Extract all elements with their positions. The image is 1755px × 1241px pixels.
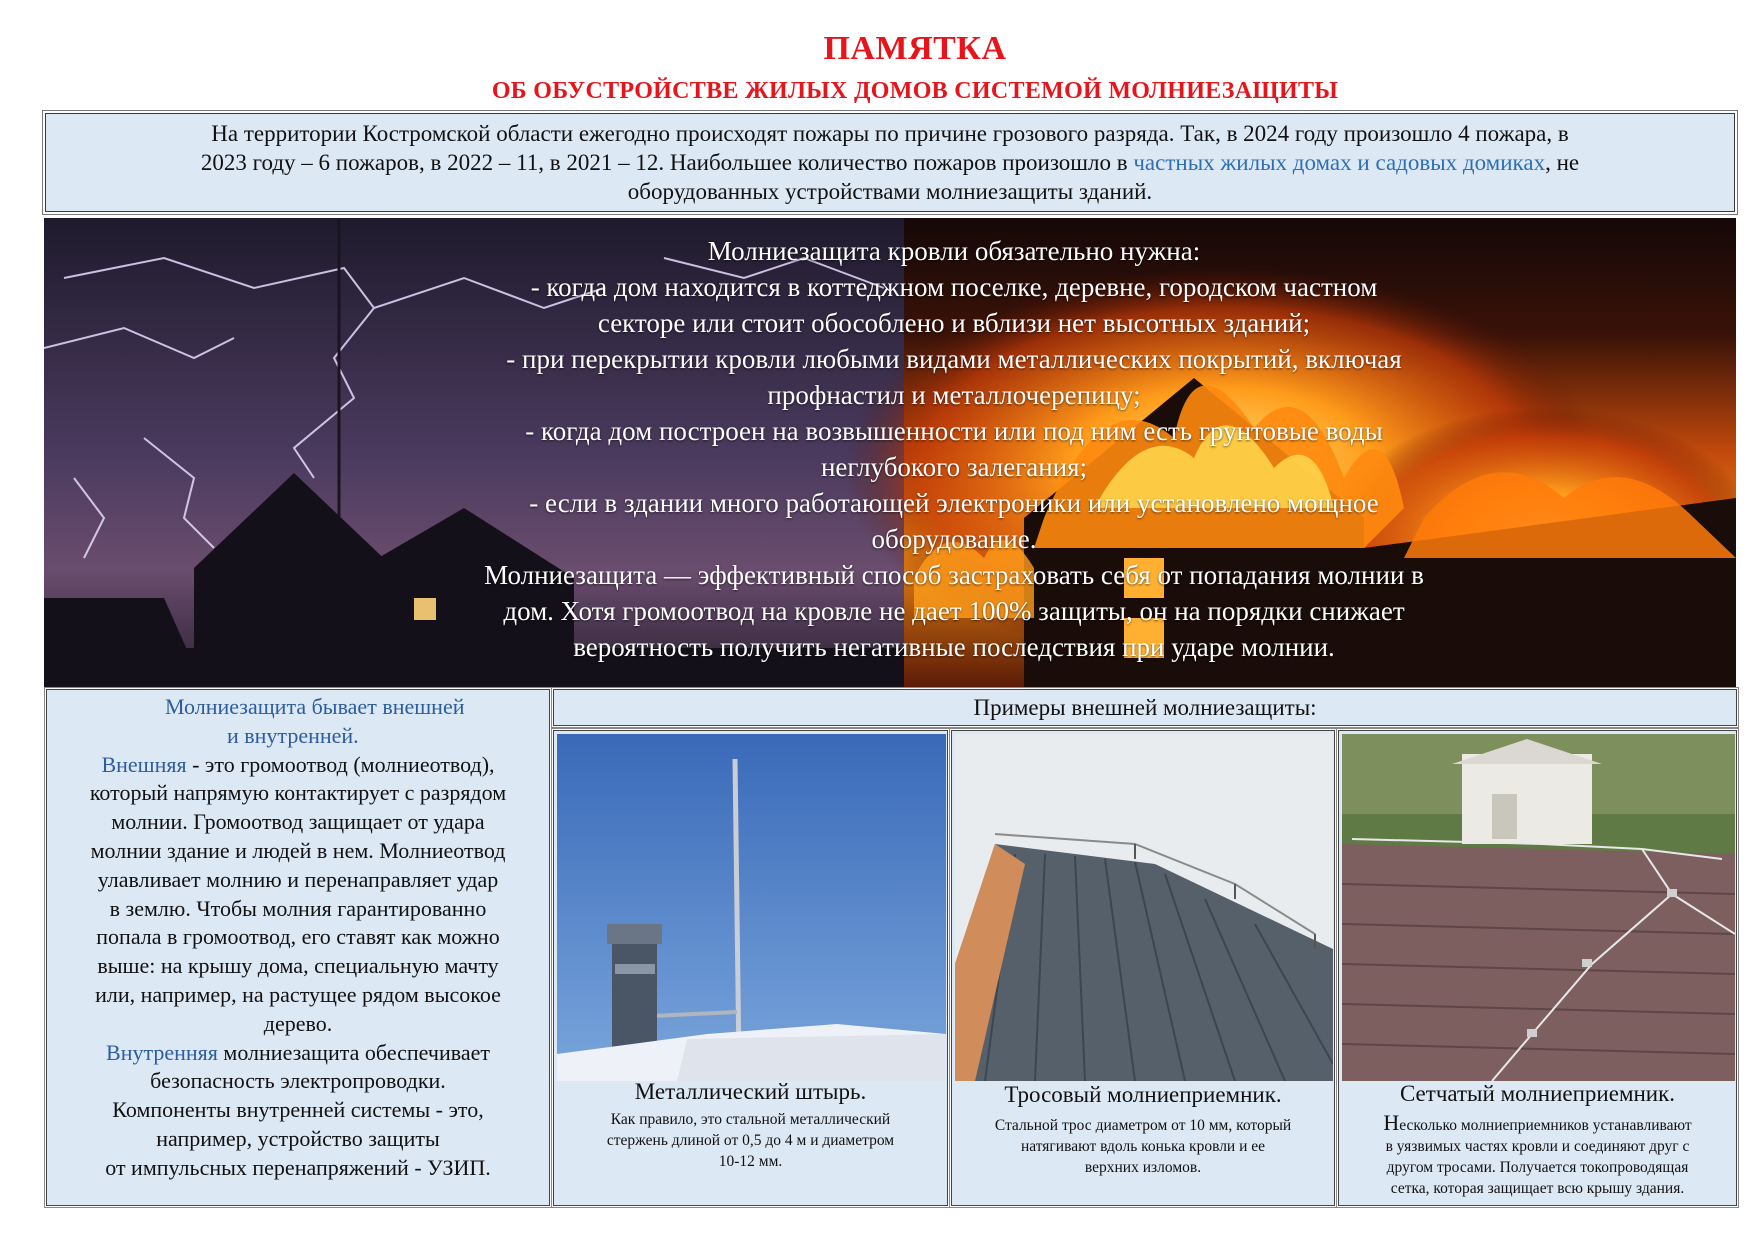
body-line: попала в громоотвод, его ставят как можно xyxy=(96,924,500,950)
hero-line: профнастил и металлочерепицу; xyxy=(767,380,1141,410)
hero-line: оборудование. xyxy=(871,524,1037,554)
example-card-rod xyxy=(553,730,948,1206)
hero-line: Молниезащита кровли обязательно нужна: xyxy=(707,236,1201,266)
mesh-photo xyxy=(1342,734,1735,1081)
examples-heading: Примеры внешней молниезащиты: xyxy=(553,689,1737,726)
body-line: безопасность электропроводки. xyxy=(150,1068,446,1094)
body-line: выше: на крышу дома, специальную мачту xyxy=(97,953,499,979)
page-title: ПАМЯТКА xyxy=(823,30,1007,67)
example-card-cable xyxy=(951,730,1335,1206)
intro-line: оборудованных устройствами молниезащиты зданий. xyxy=(627,179,1153,204)
body-line: дерево. xyxy=(263,1010,333,1036)
hero-line: секторе или стоит обособлено и вблизи нет высотных зданий; xyxy=(597,308,1311,338)
mesh-title: Сетчатый молниеприемник. xyxy=(1399,1081,1676,1106)
body-line: в землю. Чтобы молния гарантированно xyxy=(109,895,487,921)
page-subtitle: ОБ ОБУСТРОЙСТВЕ ЖИЛЫХ ДОМОВ СИСТЕМОЙ МОЛНИЕЗАЩИТЫ xyxy=(491,78,1339,104)
rod-description: Как правило, это стальной металлический стержень длиной от 0,5 до 4 м и диаметром 10-12 мм. xyxy=(606,1111,895,1170)
hero-line: - когда дом находится в коттеджном поселке, деревне, городском частном xyxy=(530,272,1378,302)
hero-line: - когда дом построен на возвышенности или под ним есть грунтовые воды xyxy=(525,416,1383,446)
body-line: который напрямую контактирует с разрядом xyxy=(89,780,507,806)
cable-photo xyxy=(955,734,1333,1081)
hero-text xyxy=(314,233,1594,665)
external-definition: Внешняя - это громоотвод (молниеотвод), xyxy=(101,751,495,777)
body-line: улавливает молнию и перенаправляет удар xyxy=(97,866,499,892)
body-line: например, устройство защиты xyxy=(156,1125,440,1151)
example-card-mesh xyxy=(1338,730,1737,1206)
intro-box xyxy=(45,113,1735,212)
types-heading-line: Молниезащита бывает внешней xyxy=(165,694,465,719)
hero-banner xyxy=(44,218,1736,688)
body-line: от импульсных перенапряжений - УЗИП. xyxy=(105,1154,491,1180)
rod-photo xyxy=(557,734,946,1081)
body-line: молнии. Громоотвод защищает от удара xyxy=(111,809,485,835)
rod-title: Металлический штырь. xyxy=(634,1079,867,1104)
hero-line: Молниезащита — эффективный способ застраховать себя от попадания молнии в xyxy=(484,560,1424,590)
hero-line: - если в здании много работающей электроники или установлено мощное xyxy=(529,488,1379,518)
intro-line: На территории Костромской области ежегодно происходят пожары по причине грозового разряда. Так, в 2024 году произошло 4 пожара, в xyxy=(211,121,1569,146)
intro-highlight: частных жилых домах и садовых домиках xyxy=(1133,150,1546,175)
intro-line: 2023 году – 6 пожаров, в 2022 – 11, в 2021 – 12. Наибольшее количество пожаров произошло в частных жилых домах и садовых домиках, не xyxy=(200,150,1580,175)
mesh-description: Несколько молниеприемников устанавливают в уязвимых частях кровли и соединяют друг с другом тросами. Получается токопроводящая сетка, которая защищает всю крышу здания. xyxy=(1383,1110,1692,1197)
cable-title: Тросовый молниеприемник. xyxy=(1004,1082,1282,1107)
types-heading-line: и внутренней. xyxy=(227,722,359,748)
body-line: или, например, на растущее рядом высокое xyxy=(95,981,501,1007)
internal-term: Внутренняя xyxy=(106,1039,218,1065)
cable-description: Стальной трос диаметром от 10 мм, который натягивают вдоль конька кровли и ее верхних изломов. xyxy=(994,1117,1292,1176)
hero-line: дом. Хотя громоотвод на кровле не дает 100% защиты, он на порядки снижает xyxy=(503,596,1405,626)
internal-definition: Внутренняя молниезащита обеспечивает xyxy=(106,1039,490,1065)
hero-line: - при перекрытии кровли любыми видами металлических покрытий, включая xyxy=(506,344,1402,374)
protection-types-box xyxy=(46,689,550,1206)
hero-line: неглубокого залегания; xyxy=(820,452,1088,482)
external-term: Внешняя xyxy=(101,751,187,777)
hero-line: вероятность получить негативные последствия при ударе молнии. xyxy=(573,632,1335,662)
body-line: молнии здание и людей в нем. Молниеотвод xyxy=(90,837,506,863)
body-line: Компоненты внутренней системы - это, xyxy=(112,1097,484,1123)
